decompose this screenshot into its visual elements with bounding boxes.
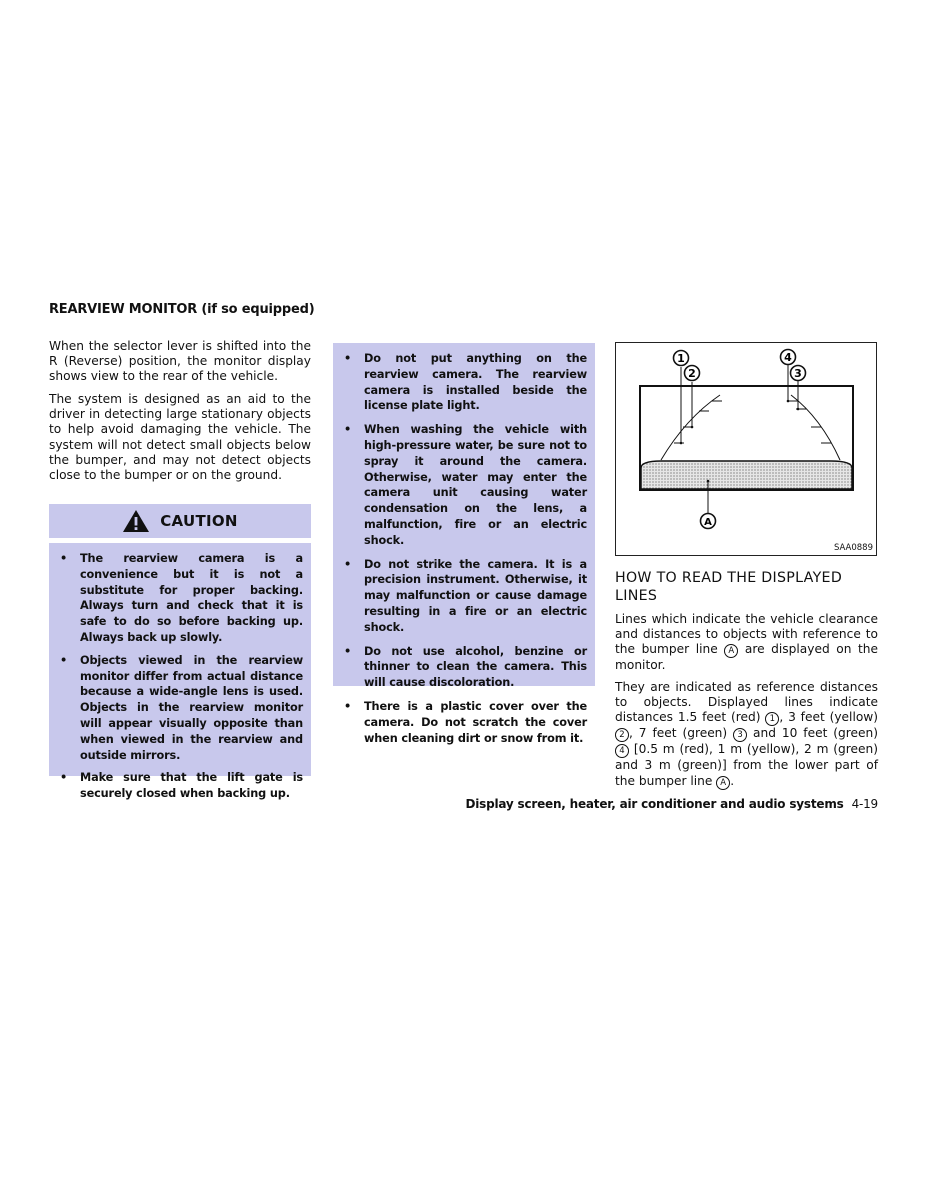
- callout-2: [685, 366, 700, 381]
- caution-label: CAUTION: [160, 512, 238, 530]
- text-span: .: [730, 773, 735, 788]
- callout-3-label: 3: [794, 367, 802, 380]
- caution-item: [59, 551, 303, 646]
- bullet-dot: •: [60, 552, 68, 565]
- reference-distances-paragraph: [615, 680, 878, 790]
- bumper-area: [641, 461, 852, 489]
- caution-item-text: The rearview camera is a convenience but it is not a substitute for proper backing. Always turn and check that it is safe to do so before backing up. Always back up slowly.: [80, 552, 303, 644]
- caution-item-text: Do not strike the camera. It is a precision instrument. Otherwise, it may malfunction or cause damage resulting in a fire or an electric shock.: [364, 557, 587, 634]
- caution-item: [343, 422, 587, 548]
- rearview-monitor-figure: [615, 342, 877, 556]
- footer-section-title: Display screen, heater, air conditioner and audio systems: [465, 797, 844, 811]
- text-span: and 10 feet (green): [753, 726, 878, 741]
- bullet-dot: •: [344, 423, 352, 437]
- how-to-read-heading: HOW TO READ THE DISPLAYED LINES: [615, 570, 843, 604]
- text-span: Lines which indicate the vehicle clearance and distances to objects with reference to the bumper line: [615, 612, 878, 657]
- caution-item-text: Do not use alcohol, benzine or thinner to clean the camera. This will cause discoloration.: [364, 644, 587, 690]
- callout-1-label: 1: [677, 352, 685, 365]
- callout-2-label: 2: [688, 367, 696, 380]
- text-span: are displayed on the monitor.: [615, 642, 879, 673]
- caution-item-text: Objects viewed in the rearview monitor differ from actual distance because a wide-angle lens is used. Objects in the rearview monitor will appear visually opposite than when viewed in the rearview and outside mirrors.: [80, 653, 303, 762]
- section-heading: REARVIEW MONITOR (if so equipped): [49, 302, 315, 317]
- page-number: 4-19: [851, 797, 878, 811]
- circled-marker-4: 4: [615, 744, 629, 758]
- caution-item: [59, 770, 303, 802]
- text-span: [0.5 m (red), 1 m (yellow), 2 m (green) and 3 m (green)] from the lower part of the bumper line: [615, 742, 878, 788]
- text-span: , 7 feet (green): [629, 726, 728, 741]
- lines-description-paragraph: [615, 612, 878, 674]
- bullet-dot: •: [344, 557, 352, 571]
- caution-item: [59, 653, 303, 764]
- callout-a: [701, 514, 716, 529]
- intro-paragraph-2: The system is designed as an aid to the driver in detecting large stationary objects to help avoid damaging the vehicle. The system will not detect small objects below the bumper, and may not detect objects close to the bumper or on the ground.: [49, 392, 311, 483]
- circled-marker-3: 3: [733, 728, 747, 742]
- caution-item-text: Make sure that the lift gate is securely closed when backing up.: [80, 771, 303, 801]
- caution-item-text: There is a plastic cover over the camera. Do not scratch the cover when cleaning dirt or snow from it.: [364, 699, 587, 745]
- bullet-dot: •: [344, 352, 352, 365]
- figure-code: SAA0889: [833, 543, 873, 553]
- caution-item: [343, 351, 587, 414]
- caution-item: [343, 699, 587, 746]
- callout-3: [791, 366, 806, 381]
- bullet-dot: •: [60, 771, 68, 785]
- callout-4-label: 4: [784, 351, 792, 364]
- circled-marker-1: 1: [765, 712, 779, 726]
- circled-marker-2: 2: [615, 728, 629, 742]
- circled-marker-a: A: [724, 644, 738, 658]
- text-span: They are indicated as reference distances to objects. Displayed lines indicate distances 1.5 feet (red): [615, 680, 878, 725]
- monitor-display-illustration: [616, 343, 876, 555]
- caution-item-text: Do not put anything on the rearview camera. The rearview camera is installed beside the license plate light.: [364, 352, 587, 413]
- bullet-dot: •: [344, 699, 352, 713]
- callout-4: [781, 350, 796, 365]
- circled-marker-a: A: [716, 776, 730, 790]
- caution-item: [343, 557, 587, 636]
- caution-header: [49, 504, 311, 538]
- intro-paragraph-1: When the selector lever is shifted into the R (Reverse) position, the monitor display shows view to the rear of the vehicle.: [49, 339, 311, 384]
- caution-box-right: [333, 343, 595, 745]
- caution-item: [343, 644, 587, 691]
- bullet-dot: •: [344, 644, 352, 658]
- page-footer: [465, 797, 878, 811]
- caution-item-text: When washing the vehicle with high-pressure water, be sure not to spray it around the camera. Otherwise, water may enter the camera unit causing water condensation on the lens, a malfunction, fire or an electric shock.: [364, 423, 587, 547]
- bullet-dot: •: [60, 653, 68, 667]
- callout-1: [674, 351, 689, 366]
- text-span: , 3 feet (yellow): [779, 710, 879, 725]
- callout-a-label: A: [704, 517, 712, 528]
- caution-box-left: [49, 543, 311, 801]
- warning-triangle-icon: [122, 509, 150, 533]
